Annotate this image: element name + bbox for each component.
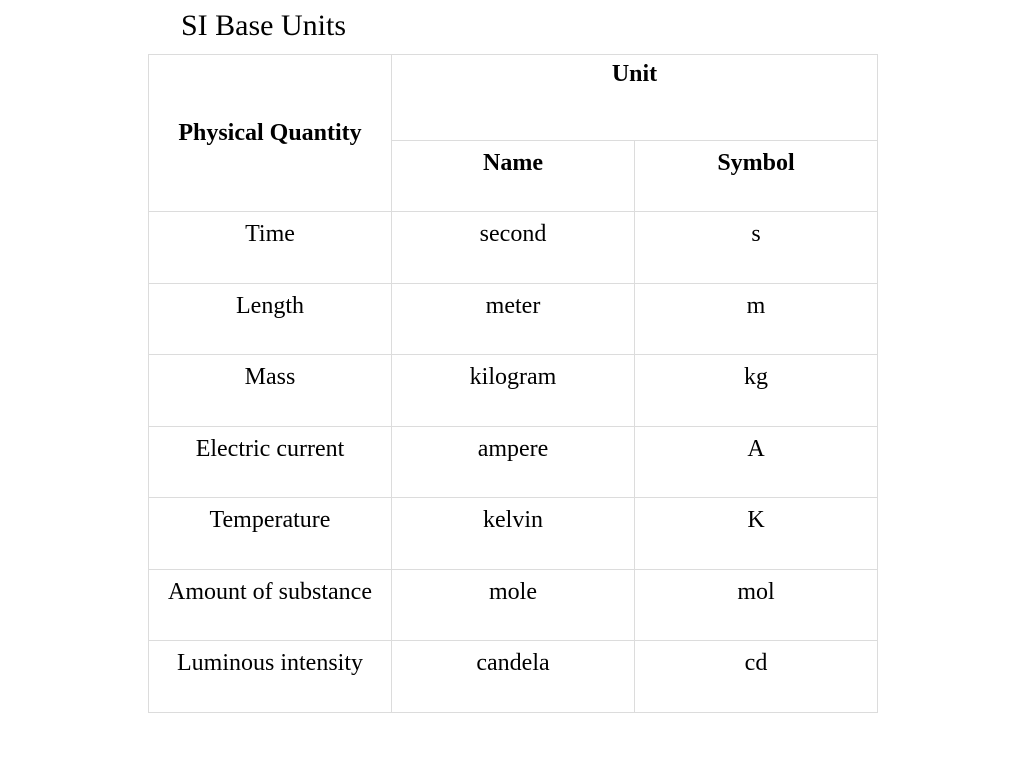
header-physical-quantity-label: Physical Quantity bbox=[178, 120, 362, 146]
si-units-table bbox=[148, 54, 878, 713]
table-row bbox=[149, 569, 878, 641]
cell-quantity: Electric current bbox=[149, 426, 392, 498]
cell-symbol: cd bbox=[635, 641, 878, 713]
header-unit: Unit bbox=[392, 55, 878, 141]
table-row bbox=[149, 212, 878, 284]
header-name: Name bbox=[392, 141, 635, 212]
cell-quantity: Temperature bbox=[149, 498, 392, 570]
cell-symbol: A bbox=[635, 426, 878, 498]
cell-symbol: mol bbox=[635, 569, 878, 641]
cell-name: kilogram bbox=[392, 355, 635, 427]
cell-name: candela bbox=[392, 641, 635, 713]
table-row bbox=[149, 498, 878, 570]
cell-quantity: Mass bbox=[149, 355, 392, 427]
table-row bbox=[149, 283, 878, 355]
table-row bbox=[149, 355, 878, 427]
cell-name: meter bbox=[392, 283, 635, 355]
header-physical-quantity bbox=[149, 55, 392, 212]
header-symbol: Symbol bbox=[635, 141, 878, 212]
table-row bbox=[149, 641, 878, 713]
cell-name: kelvin bbox=[392, 498, 635, 570]
cell-symbol: K bbox=[635, 498, 878, 570]
cell-quantity: Time bbox=[149, 212, 392, 284]
cell-quantity: Length bbox=[149, 283, 392, 355]
cell-symbol: kg bbox=[635, 355, 878, 427]
cell-name: second bbox=[392, 212, 635, 284]
cell-name: ampere bbox=[392, 426, 635, 498]
cell-name: mole bbox=[392, 569, 635, 641]
page-title: SI Base Units bbox=[181, 9, 346, 42]
table-row bbox=[149, 426, 878, 498]
cell-symbol: m bbox=[635, 283, 878, 355]
cell-quantity: Amount of substance bbox=[149, 569, 392, 641]
cell-symbol: s bbox=[635, 212, 878, 284]
cell-quantity: Luminous intensity bbox=[149, 641, 392, 713]
